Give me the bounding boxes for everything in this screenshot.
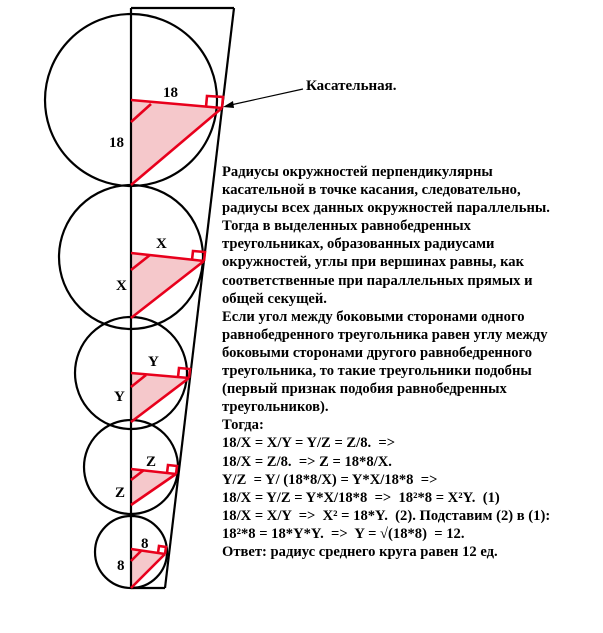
explanation-line: боковыми сторонами другого равнобедренного [222, 344, 533, 361]
label-c5-horizontal: 8 [141, 536, 149, 552]
explanation-line: 18/X = Z/8. => Z = 18*8/X. [222, 453, 392, 470]
explanation-text [222, 163, 600, 561]
explanation-line: соответственные при параллельных прямых и [222, 272, 533, 289]
explanation-line: Y/Z = Y/ (18*8/X) = Y*X/18*8 => [222, 471, 438, 488]
label-c2-vertical: X [116, 278, 127, 294]
label-c1-horizontal: 18 [163, 85, 178, 101]
explanation-line: 18²*8 = 18*Y*Y. => Y = √(18*8) = 12. [222, 525, 465, 542]
explanation-line: треугольниках, образованных радиусами [222, 236, 495, 253]
tangent-label: Касательная. [306, 78, 397, 94]
explanation-line: треугольников). [222, 399, 329, 416]
explanation-line: 18/X = Y/Z = Y*X/18*8 => 18²*8 = X²Y. (1) [222, 489, 500, 506]
label-c4-vertical: Z [115, 485, 126, 501]
explanation-line: (первый признак подобия равнобедренных [222, 381, 507, 398]
explanation-line: Ответ: радиус среднего круга равен 12 ед. [222, 543, 498, 560]
explanation-line: Тогда: [222, 417, 264, 434]
explanation-line: радиусы всех данных окружностей параллельны. [222, 200, 550, 217]
explanation-line: 18/X = X/Y => X² = 18*Y. (2). Подставим (2) в (1): [222, 507, 551, 524]
label-c3-horizontal: Y [148, 354, 159, 370]
explanation-line: равнобедренного треугольника равен углу между [222, 326, 548, 343]
explanation-line: 18/X = X/Y = Y/Z = Z/8. => [222, 435, 396, 452]
explanation-line: Тогда в выделенных равнобедренных [222, 218, 471, 235]
label-c5-vertical: 8 [117, 558, 125, 574]
explanation-line: треугольника, то такие треугольники подобны [222, 363, 532, 380]
label-c1-vertical: 18 [109, 135, 124, 151]
tangent-arrow [223, 89, 303, 108]
explanation-line: касательной в точке касания, следовательно, [222, 182, 521, 199]
explanation-line: Радиусы окружностей перпендикулярны [222, 164, 493, 180]
label-c2-horizontal: X [156, 236, 167, 252]
label-c4-horizontal: Z [146, 454, 157, 470]
explanation-line: общей секущей. [222, 290, 327, 307]
explanation-line: окружностей, углы при вершинах равны, как [222, 254, 524, 271]
explanation-line: Если угол между боковыми сторонами одного [222, 308, 525, 325]
label-c3-vertical: Y [114, 389, 125, 405]
